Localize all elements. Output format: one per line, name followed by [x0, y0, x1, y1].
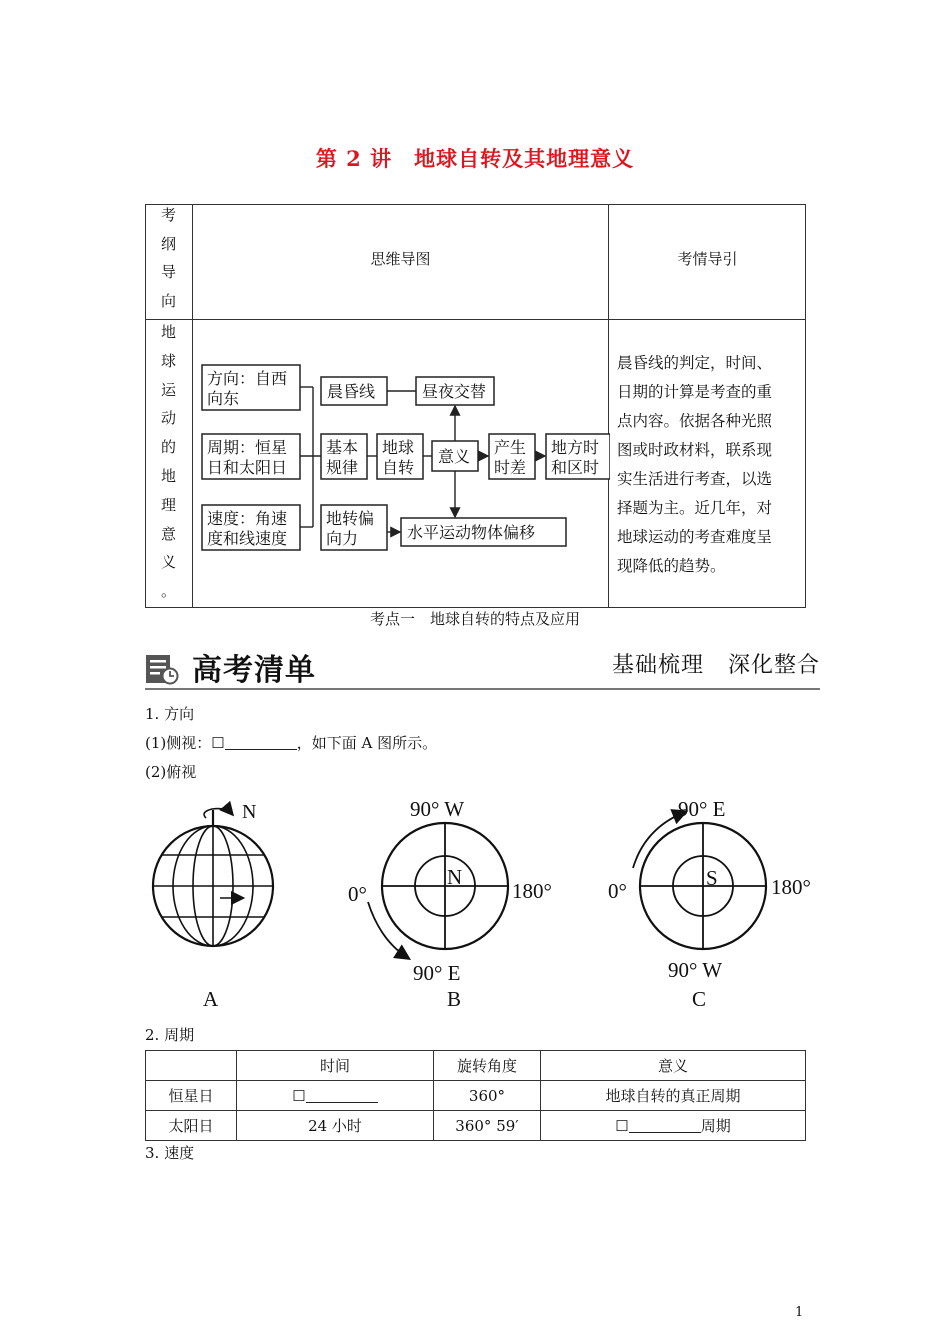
mindmap-text-speed-2: 度和线速度: [207, 529, 288, 548]
checkbox-icon[interactable]: ☐: [615, 1117, 629, 1135]
figure-c-caption: C: [692, 987, 707, 1011]
mindmap-text-basic-2: 规律: [326, 458, 359, 477]
banner-subtitle: [588, 648, 820, 679]
section1-heading: 1. 方向: [145, 705, 195, 723]
cell-solar-angle: 360° 59′: [434, 1111, 541, 1141]
polar-figure-b: [368, 823, 508, 958]
figure-a-caption: A: [203, 987, 219, 1011]
cell-sidereal-time: [237, 1081, 434, 1111]
section2-heading: 2. 周期: [145, 1026, 195, 1044]
column-header-meaning: 意义: [541, 1051, 806, 1081]
mindmap-text-horizontal: 水平运动物体偏移: [407, 523, 536, 542]
figure-b-caption: B: [447, 987, 462, 1011]
cell-solar-meaning: ☐ 周期: [541, 1111, 806, 1141]
figure-c-right-label: 180°: [771, 875, 811, 899]
mindmap-text-day-night: 昼夜交替: [422, 382, 487, 401]
row-name-sidereal: 恒星日: [146, 1081, 237, 1111]
checklist-icon: [145, 651, 179, 685]
figure-b-left-label: 0°: [348, 882, 367, 906]
mindmap-text-basic-1: 基本: [326, 438, 359, 457]
mindmap-text-time-diff-1: 产生: [494, 438, 527, 457]
mindmap-text-local-time-1: 地方时: [551, 438, 600, 457]
mindmap-text-direction-1: 方向：自西: [207, 369, 288, 388]
exam-guide-text: 晨昏线的判定，时间、 日期的计算是考查的重 点内容。依据各种光照 图或时政材料，联系现 实生活进行考查，以选 择题为主。近几年，对 地球运动的考查难度呈 现降低的趋势。: [617, 354, 773, 575]
mindmap-text-meaning: 意义: [438, 447, 471, 466]
mindmap-text-speed-1: 速度：角速: [207, 509, 288, 528]
mindmap-text-terminator: 晨昏线: [327, 382, 376, 401]
banner-divider: [145, 688, 820, 690]
topic-caption: 考点一 地球自转的特点及应用: [369, 610, 580, 628]
mindmap-text-period-1: 周期：恒星: [207, 438, 288, 457]
column-header-angle: 旋转角度: [434, 1051, 541, 1081]
mindmap-text-rotation-2: 自转: [382, 458, 415, 477]
period-table: [145, 1050, 806, 1141]
banner-title: 高考清单: [192, 653, 316, 688]
page-number: 1: [795, 1305, 804, 1320]
exam-guide-header: 考情导引: [677, 250, 738, 268]
section-banner: [145, 645, 820, 690]
polar-figure-c: [633, 812, 766, 949]
mindmap-text-deflection-1: 地转偏: [326, 509, 375, 528]
outline-col1-header: 考 纲 导 向: [160, 206, 176, 310]
mindmap-text-direction-2: 向东: [207, 389, 240, 408]
row-name-solar: 太阳日: [146, 1111, 237, 1141]
globe-figure-a: [153, 809, 273, 946]
checkbox-icon[interactable]: ☐: [292, 1086, 306, 1105]
section3-heading: 3. 速度: [145, 1144, 195, 1162]
cell-solar-time: 24 小时: [237, 1111, 434, 1141]
mindmap-text-time-diff-2: 时差: [494, 458, 527, 477]
figure-b-right-label: 180°: [512, 879, 552, 903]
mindmap-text-period-2: 日和太阳日: [207, 458, 288, 477]
figure-c-left-label: 0°: [608, 879, 627, 903]
table-header-row: [146, 1051, 806, 1081]
figure-b-bottom-label: 90° E: [413, 961, 461, 985]
table-row: [146, 1111, 806, 1141]
cell-sidereal-angle: 360°: [434, 1081, 541, 1111]
figure-b-center-label: N: [447, 865, 463, 889]
cell-sidereal-meaning: 地球自转的真正周期: [541, 1081, 806, 1111]
banner-subtitle-2: 深化整合: [727, 653, 820, 678]
figure-c-top-label: 90° E: [678, 797, 726, 821]
figure-a-north-label: N: [242, 801, 257, 823]
blank-sidereal-time[interactable]: [306, 1088, 378, 1103]
column-header-time: 时间: [237, 1051, 434, 1081]
mindmap-diagram: [195, 350, 610, 570]
mindmap-header: 思维导图: [370, 250, 431, 268]
mindmap-text-rotation-1: 地球: [382, 438, 415, 457]
blank-solar-meaning[interactable]: [629, 1118, 701, 1133]
rotation-figures: [140, 790, 840, 1020]
mindmap-text-deflection-2: 向力: [326, 529, 359, 548]
blank-side-view[interactable]: [225, 735, 297, 750]
lecture-topic: 地球自转及其地理意义: [414, 146, 635, 171]
mindmap-text-local-time-2: 和区时: [551, 458, 600, 477]
figure-c-bottom-label: 90° W: [668, 958, 723, 982]
checkbox-icon[interactable]: ☐: [211, 734, 225, 752]
banner-subtitle-1: 基础梳理: [611, 653, 704, 678]
figure-c-center-label: S: [706, 866, 718, 890]
top-view-heading: (2)俯视: [145, 763, 197, 781]
outline-col1-body: 地 球 运 动 的 地 理 意 义 。: [160, 323, 176, 601]
figure-b-top-label: 90° W: [410, 797, 465, 821]
side-view-line: (1)侧视：☐ ，如下面 A 图所示。: [145, 734, 438, 752]
table-row: [146, 1081, 806, 1111]
page-title: [0, 143, 950, 173]
lecture-number: 第 2 讲: [315, 146, 393, 171]
